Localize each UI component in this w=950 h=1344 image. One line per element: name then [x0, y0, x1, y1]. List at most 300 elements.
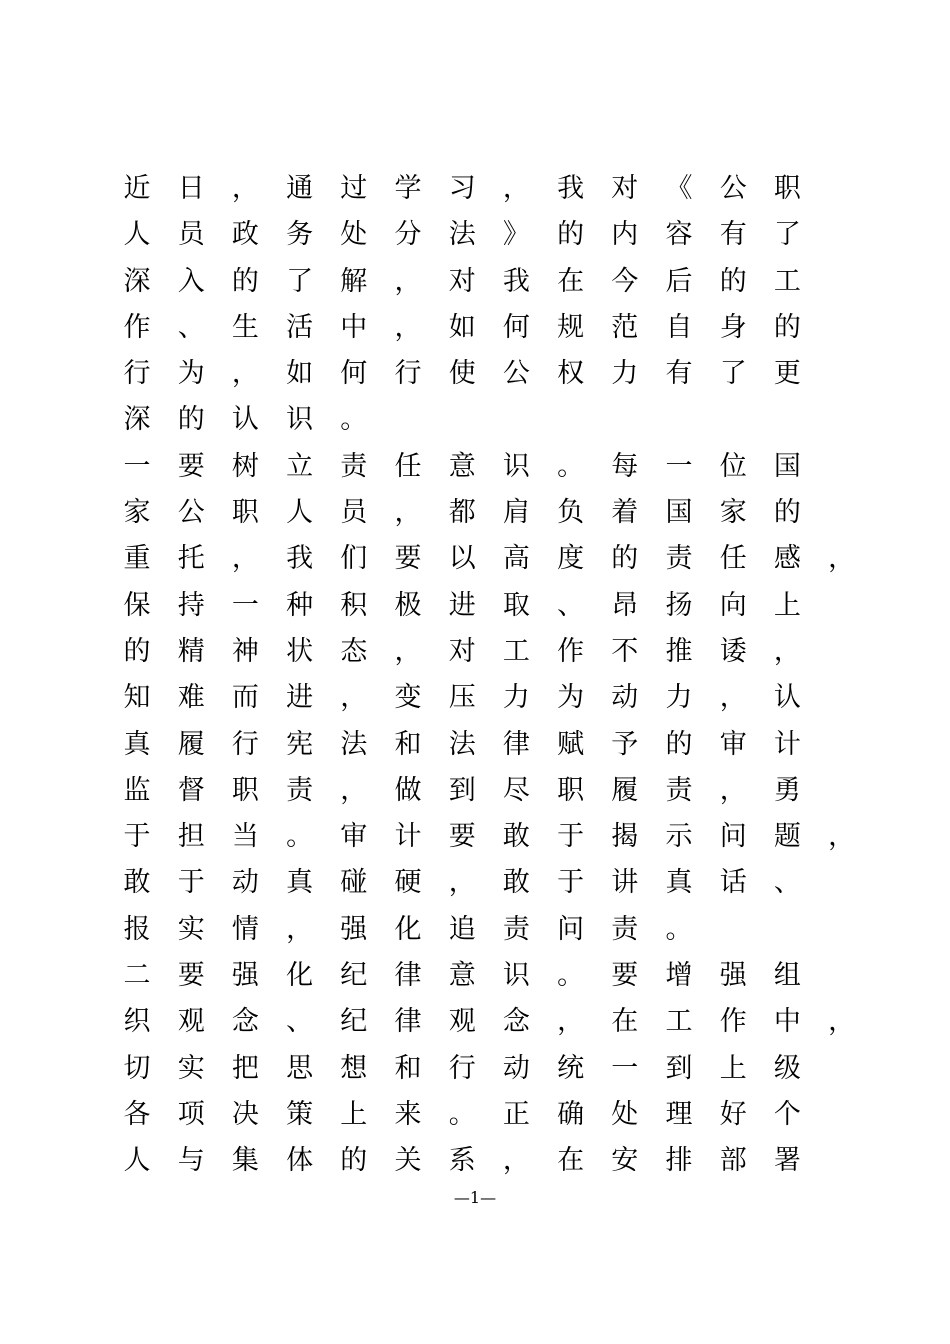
text-char: ， — [394, 497, 422, 529]
text-char: 一 — [611, 1052, 639, 1084]
text-char: 职 — [231, 774, 259, 806]
text-char: 托 — [177, 543, 205, 575]
text-char: 督 — [177, 774, 205, 806]
text-char: 切 — [123, 1052, 151, 1084]
text-char: 真 — [123, 728, 151, 760]
text-char: 了 — [773, 219, 801, 251]
text-line — [0, 305, 950, 351]
text-char: 日 — [177, 173, 205, 204]
text-char: 要 — [177, 960, 205, 992]
text-char: 在 — [611, 1006, 639, 1038]
text-char: ， — [231, 358, 259, 390]
text-char: 肩 — [502, 497, 530, 529]
text-char: 系 — [448, 1145, 476, 1177]
text-char: 好 — [719, 1098, 747, 1130]
text-char: 识 — [502, 960, 530, 992]
text-char: 要 — [611, 960, 639, 992]
text-char: 公 — [502, 358, 530, 390]
text-line — [0, 583, 950, 629]
text-char: 诿 — [719, 635, 747, 667]
text-char: 到 — [665, 1052, 693, 1084]
text-char: 的 — [557, 219, 585, 251]
text-char: 我 — [286, 543, 314, 575]
text-char: 。 — [665, 913, 693, 945]
text-char: 重 — [123, 543, 151, 575]
text-char: 观 — [177, 1006, 205, 1038]
text-char: 强 — [340, 913, 368, 945]
text-line — [0, 397, 950, 443]
text-line — [0, 722, 950, 768]
text-char: 个 — [773, 1098, 801, 1130]
text-char: 化 — [286, 960, 314, 992]
text-char: 的 — [177, 404, 205, 436]
text-char: 积 — [340, 589, 368, 621]
text-char: 动 — [231, 867, 259, 899]
text-char: 律 — [502, 728, 530, 760]
text-char: 了 — [286, 265, 314, 297]
text-char: 进 — [448, 589, 476, 621]
text-char: 向 — [719, 589, 747, 621]
text-char: 何 — [502, 311, 530, 343]
text-char: 的 — [231, 265, 259, 297]
text-char: 的 — [719, 265, 747, 297]
text-char: ， — [502, 173, 530, 204]
text-char: 组 — [773, 960, 801, 992]
document-body — [0, 166, 950, 1185]
text-line — [0, 907, 950, 953]
text-char: 法 — [448, 219, 476, 251]
text-char: 容 — [665, 219, 693, 251]
text-char: 纪 — [340, 1006, 368, 1038]
text-char: 动 — [611, 682, 639, 714]
text-char: 对 — [448, 265, 476, 297]
text-char: 一 — [231, 589, 259, 621]
text-char: 动 — [502, 1052, 530, 1084]
text-char: 的 — [773, 311, 801, 343]
text-char: 任 — [719, 543, 747, 575]
text-char: 于 — [177, 867, 205, 899]
text-char: ， — [719, 774, 747, 806]
text-char: 行 — [123, 358, 151, 390]
page-number: —1— — [453, 1188, 497, 1207]
text-char: 意 — [448, 450, 476, 482]
text-char: 取 — [502, 589, 530, 621]
text-line — [0, 536, 950, 582]
text-char: 分 — [394, 219, 422, 251]
text-char: 一 — [665, 450, 693, 482]
text-char: 审 — [719, 728, 747, 760]
text-char: 、 — [773, 867, 801, 899]
text-char: 过 — [340, 173, 368, 204]
text-char: 的 — [773, 497, 801, 529]
text-char: 进 — [286, 682, 314, 714]
text-char: 集 — [231, 1145, 259, 1177]
text-char: 高 — [502, 543, 530, 575]
text-char: ， — [502, 1145, 530, 1177]
text-char: 中 — [773, 1006, 801, 1038]
text-char: 来 — [394, 1098, 422, 1130]
text-char: 追 — [448, 913, 476, 945]
text-char: 律 — [394, 960, 422, 992]
text-char: 度 — [557, 543, 585, 575]
text-char: 和 — [394, 728, 422, 760]
text-char: 位 — [719, 450, 747, 482]
text-char: 知 — [123, 682, 151, 714]
text-char: 行 — [394, 358, 422, 390]
text-char: 家 — [719, 497, 747, 529]
text-char: 要 — [394, 543, 422, 575]
text-char: 不 — [611, 635, 639, 667]
text-char: 职 — [773, 173, 801, 204]
text-char: 务 — [286, 219, 314, 251]
text-char: 压 — [448, 682, 476, 714]
text-char: 想 — [340, 1052, 368, 1084]
text-char: 员 — [340, 497, 368, 529]
text-char: 监 — [123, 774, 151, 806]
text-char: 理 — [665, 1098, 693, 1130]
text-char: 责 — [502, 913, 530, 945]
text-char: 法 — [340, 728, 368, 760]
text-char: 职 — [557, 774, 585, 806]
text-char: 为 — [177, 358, 205, 390]
text-char: 要 — [448, 821, 476, 853]
text-char: 深 — [123, 404, 151, 436]
text-char: 变 — [394, 682, 422, 714]
text-char: 扬 — [665, 589, 693, 621]
text-char: 作 — [123, 311, 151, 343]
text-char: 们 — [340, 543, 368, 575]
text-char: 计 — [773, 728, 801, 760]
text-char: ， — [773, 635, 801, 667]
text-char: ， — [231, 543, 259, 575]
text-char: 话 — [719, 867, 747, 899]
text-char: 题 — [773, 821, 801, 853]
text-char: 在 — [557, 265, 585, 297]
text-char: 揭 — [611, 821, 639, 853]
text-char: 政 — [231, 219, 259, 251]
text-char: 署 — [773, 1145, 801, 1177]
text-char: 敢 — [502, 821, 530, 853]
text-char: 作 — [557, 635, 585, 667]
text-char: 体 — [286, 1145, 314, 1177]
text-char: 负 — [557, 497, 585, 529]
text-char: 的 — [123, 635, 151, 667]
text-line — [0, 259, 950, 305]
text-char: 宪 — [286, 728, 314, 760]
text-char: 、 — [557, 589, 585, 621]
text-line — [0, 953, 950, 999]
text-char: 责 — [286, 774, 314, 806]
text-line — [0, 1046, 950, 1092]
text-char: 入 — [177, 265, 205, 297]
text-char: 要 — [177, 450, 205, 482]
text-char: 立 — [286, 450, 314, 482]
text-char: 。 — [286, 821, 314, 853]
text-char: 织 — [123, 1006, 151, 1038]
text-char: 决 — [231, 1098, 259, 1130]
text-char: 通 — [286, 173, 314, 204]
text-char: 解 — [340, 265, 368, 297]
text-char: 。 — [557, 450, 585, 482]
text-char: 和 — [394, 1052, 422, 1084]
text-char: 学 — [394, 173, 422, 204]
text-char: 的 — [665, 728, 693, 760]
text-char: 勇 — [773, 774, 801, 806]
text-char: 示 — [665, 821, 693, 853]
text-char: 实 — [177, 913, 205, 945]
text-char: 极 — [394, 589, 422, 621]
text-char: 策 — [286, 1098, 314, 1130]
text-char: 法 — [448, 728, 476, 760]
text-char: 人 — [286, 497, 314, 529]
text-char: 为 — [557, 682, 585, 714]
text-char: 使 — [448, 358, 476, 390]
text-char: 级 — [773, 1052, 801, 1084]
text-char: 活 — [286, 311, 314, 343]
text-char: 员 — [177, 219, 205, 251]
text-char: 近 — [123, 173, 151, 204]
text-char: 真 — [286, 867, 314, 899]
text-char: ， — [828, 543, 856, 575]
text-char: 。 — [557, 960, 585, 992]
text-char: 纪 — [340, 960, 368, 992]
text-char: ， — [286, 913, 314, 945]
text-char: 国 — [773, 450, 801, 482]
text-char: 如 — [448, 311, 476, 343]
text-char: 上 — [719, 1052, 747, 1084]
text-char: ， — [340, 682, 368, 714]
text-char: 处 — [340, 219, 368, 251]
text-char: 问 — [557, 913, 585, 945]
text-char: 统 — [557, 1052, 585, 1084]
text-char: 每 — [611, 450, 639, 482]
text-char: 对 — [448, 635, 476, 667]
text-char: 公 — [177, 497, 205, 529]
text-char: 关 — [394, 1145, 422, 1177]
text-char: 二 — [123, 960, 151, 992]
text-char: 责 — [665, 543, 693, 575]
text-char: 了 — [719, 358, 747, 390]
text-char: 身 — [719, 311, 747, 343]
text-char: 持 — [177, 589, 205, 621]
text-char: 内 — [611, 219, 639, 251]
text-char: 上 — [773, 589, 801, 621]
text-char: 项 — [177, 1098, 205, 1130]
text-line — [0, 860, 950, 906]
text-char: 于 — [123, 821, 151, 853]
text-char: 范 — [611, 311, 639, 343]
text-char: 到 — [448, 774, 476, 806]
text-char: 习 — [448, 173, 476, 204]
text-char: 规 — [557, 311, 585, 343]
text-char: 工 — [773, 265, 801, 297]
text-char: 强 — [719, 960, 747, 992]
text-char: 精 — [177, 635, 205, 667]
text-char: 状 — [286, 635, 314, 667]
text-char: 生 — [231, 311, 259, 343]
text-char: ， — [231, 173, 259, 204]
text-char: 做 — [394, 774, 422, 806]
text-char: 部 — [719, 1145, 747, 1177]
text-char: 责 — [340, 450, 368, 482]
text-line — [0, 166, 950, 212]
text-char: 履 — [611, 774, 639, 806]
text-line — [0, 768, 950, 814]
text-char: 赋 — [557, 728, 585, 760]
text-char: 。 — [448, 1098, 476, 1130]
text-char: ， — [448, 867, 476, 899]
text-char: 权 — [557, 358, 585, 390]
text-char: 力 — [502, 682, 530, 714]
text-char: 问 — [719, 821, 747, 853]
text-char: 责 — [611, 913, 639, 945]
text-char: 推 — [665, 635, 693, 667]
text-char: 一 — [123, 450, 151, 482]
text-char: 强 — [231, 960, 259, 992]
text-char: 计 — [394, 821, 422, 853]
text-char: 后 — [665, 265, 693, 297]
text-char: 种 — [286, 589, 314, 621]
text-char: 对 — [611, 173, 639, 204]
text-char: 排 — [665, 1145, 693, 1177]
text-char: 有 — [719, 219, 747, 251]
text-char: 把 — [231, 1052, 259, 1084]
text-char: 我 — [502, 265, 530, 297]
text-char: 识 — [502, 450, 530, 482]
text-char: 当 — [231, 821, 259, 853]
text-line — [0, 629, 950, 675]
text-char: ， — [828, 1006, 856, 1038]
text-char: 增 — [665, 960, 693, 992]
text-char: 担 — [177, 821, 205, 853]
text-char: 更 — [773, 358, 801, 390]
text-char: 真 — [665, 867, 693, 899]
text-char: 安 — [611, 1145, 639, 1177]
text-char: 碰 — [340, 867, 368, 899]
text-char: 今 — [611, 265, 639, 297]
text-char: 》 — [502, 219, 530, 251]
text-char: 职 — [231, 497, 259, 529]
text-char: ， — [557, 1006, 585, 1038]
text-line — [0, 1138, 950, 1184]
text-char: 审 — [340, 821, 368, 853]
text-char: 。 — [340, 404, 368, 436]
text-line — [0, 490, 950, 536]
text-char: 思 — [286, 1052, 314, 1084]
text-char: 敢 — [123, 867, 151, 899]
text-char: 国 — [665, 497, 693, 529]
text-char: 履 — [177, 728, 205, 760]
text-char: 神 — [231, 635, 259, 667]
text-char: 敢 — [502, 867, 530, 899]
text-char: 意 — [448, 960, 476, 992]
text-char: 力 — [665, 682, 693, 714]
text-char: 工 — [502, 635, 530, 667]
text-char: 认 — [231, 404, 259, 436]
text-char: 树 — [231, 450, 259, 482]
text-char: 公 — [719, 173, 747, 204]
text-char: 力 — [611, 358, 639, 390]
text-char: ， — [394, 635, 422, 667]
text-char: 硬 — [394, 867, 422, 899]
text-char: 中 — [340, 311, 368, 343]
text-char: ， — [394, 265, 422, 297]
text-char: 深 — [123, 265, 151, 297]
text-char: 、 — [177, 311, 205, 343]
text-char: 在 — [557, 1145, 585, 1177]
text-line — [0, 814, 950, 860]
text-char: 人 — [123, 219, 151, 251]
text-char: 实 — [177, 1052, 205, 1084]
text-char: 确 — [557, 1098, 585, 1130]
text-char: 于 — [557, 867, 585, 899]
text-char: 着 — [611, 497, 639, 529]
text-char: 感 — [773, 543, 801, 575]
text-char: 上 — [340, 1098, 368, 1130]
text-char: 律 — [394, 1006, 422, 1038]
text-char: 念 — [502, 1006, 530, 1038]
text-char: 以 — [448, 543, 476, 575]
text-line — [0, 351, 950, 397]
text-char: 于 — [557, 821, 585, 853]
text-char: 情 — [231, 913, 259, 945]
text-char: 《 — [665, 173, 693, 204]
text-char: 有 — [665, 358, 693, 390]
text-char: 家 — [123, 497, 151, 529]
text-char: 识 — [286, 404, 314, 436]
text-char: ， — [340, 774, 368, 806]
text-char: 如 — [286, 358, 314, 390]
text-char: 行 — [448, 1052, 476, 1084]
text-char: 的 — [611, 543, 639, 575]
text-char: 处 — [611, 1098, 639, 1130]
text-char: 观 — [448, 1006, 476, 1038]
text-char: 态 — [340, 635, 368, 667]
text-char: 昂 — [611, 589, 639, 621]
text-char: 的 — [340, 1145, 368, 1177]
text-char: 与 — [177, 1145, 205, 1177]
text-char: 报 — [123, 913, 151, 945]
text-char: 都 — [448, 497, 476, 529]
text-char: ， — [394, 311, 422, 343]
text-char: 正 — [502, 1098, 530, 1130]
text-char: 念 — [231, 1006, 259, 1038]
text-char: ， — [828, 821, 856, 853]
text-char: 尽 — [502, 774, 530, 806]
text-char: 责 — [665, 774, 693, 806]
text-char: 何 — [340, 358, 368, 390]
text-char: 自 — [665, 311, 693, 343]
text-char: 工 — [665, 1006, 693, 1038]
text-char: 作 — [719, 1006, 747, 1038]
text-line — [0, 1092, 950, 1138]
text-char: 予 — [611, 728, 639, 760]
text-char: 我 — [557, 173, 585, 204]
text-char: 行 — [231, 728, 259, 760]
text-char: 讲 — [611, 867, 639, 899]
text-char: 保 — [123, 589, 151, 621]
text-char: 而 — [231, 682, 259, 714]
text-char: 化 — [394, 913, 422, 945]
text-char: 认 — [773, 682, 801, 714]
text-line — [0, 675, 950, 721]
text-char: 各 — [123, 1098, 151, 1130]
text-char: 任 — [394, 450, 422, 482]
text-char: 难 — [177, 682, 205, 714]
text-line — [0, 999, 950, 1045]
text-char: 人 — [123, 1145, 151, 1177]
text-char: ， — [719, 682, 747, 714]
